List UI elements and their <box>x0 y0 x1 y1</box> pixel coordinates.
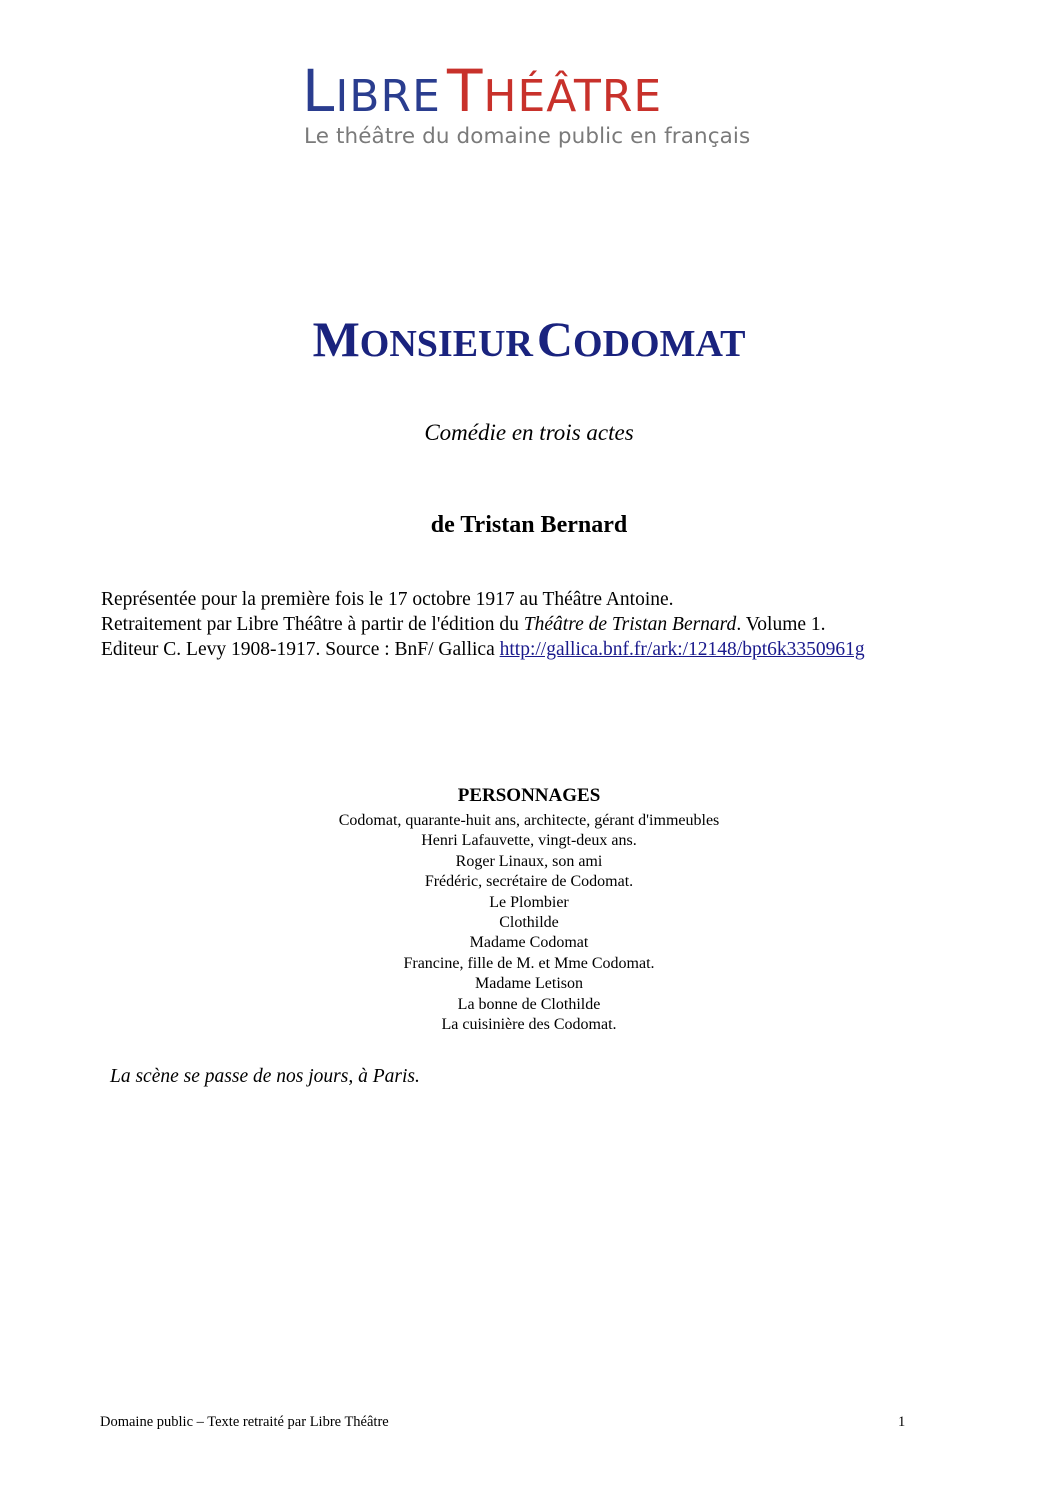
characters-heading: PERSONNAGES <box>457 785 601 806</box>
character-item: Madame Letison <box>475 975 583 993</box>
info-line-2-book-title: Théâtre de Tristan Bernard <box>523 614 737 635</box>
play-subtitle: Comédie en trois actes <box>424 420 634 445</box>
character-item: Henri Lafauvette, vingt-deux ans. <box>421 832 637 850</box>
character-item: Madame Codomat <box>469 934 589 952</box>
libre-theatre-logo <box>302 58 762 158</box>
publication-info <box>101 587 865 662</box>
logo-word2-rest: HÉÂTRE <box>483 71 663 122</box>
logo-title <box>302 58 662 124</box>
title-word1-rest: ONSIEUR <box>359 323 533 365</box>
footer-text: Domaine public – Texte retraité par Libre Théâtre <box>100 1414 389 1430</box>
play-title <box>0 308 1058 383</box>
info-line-3 <box>101 637 865 662</box>
character-item: Roger Linaux, son ami <box>455 852 603 870</box>
title-word2-rest: ODOMAT <box>573 323 746 365</box>
play-author: de Tristan Bernard <box>430 512 628 538</box>
info-line-2-start: Retraitement par Libre Théâtre à partir de l'édition du <box>101 614 524 635</box>
info-line-1: Représentée pour la première fois le 17 octobre 1917 au Théâtre Antoine. <box>101 589 674 610</box>
character-item: La bonne de Clothilde <box>457 995 601 1013</box>
title-word2-initial: C <box>536 311 574 367</box>
logo-word1-initial: L <box>302 57 336 125</box>
info-line-3-start: Editeur C. Levy 1908-1917. Source : BnF/ Gallica <box>101 639 500 660</box>
character-item: Francine, fille de M. et Mme Codomat. <box>403 954 655 972</box>
character-item: Clothilde <box>499 914 559 932</box>
logo-word1-rest: IBRE <box>335 71 441 122</box>
scene-setting: La scène se passe de nos jours, à Paris. <box>110 1066 420 1087</box>
character-item: Frédéric, secrétaire de Codomat. <box>424 873 634 891</box>
characters-section <box>0 784 1058 1035</box>
character-item: Codomat, quarante-huit ans, architecte, gérant d'immeubles <box>338 812 720 829</box>
logo-word2-initial: T <box>446 57 484 125</box>
gallica-link[interactable]: http://gallica.bnf.fr/ark:/12148/bpt6k3350961g <box>499 639 865 660</box>
character-item: La cuisinière des Codomat. <box>441 1016 617 1034</box>
page-number: 1 <box>898 1414 906 1430</box>
title-word1-initial: M <box>312 311 360 367</box>
character-item: Le Plombier <box>489 893 569 911</box>
characters-list <box>0 811 1058 1035</box>
logo-tagline: Le théâtre du domaine public en français <box>304 124 751 149</box>
info-line-2-end: . Volume 1. <box>736 614 826 635</box>
info-line-2 <box>101 612 865 637</box>
